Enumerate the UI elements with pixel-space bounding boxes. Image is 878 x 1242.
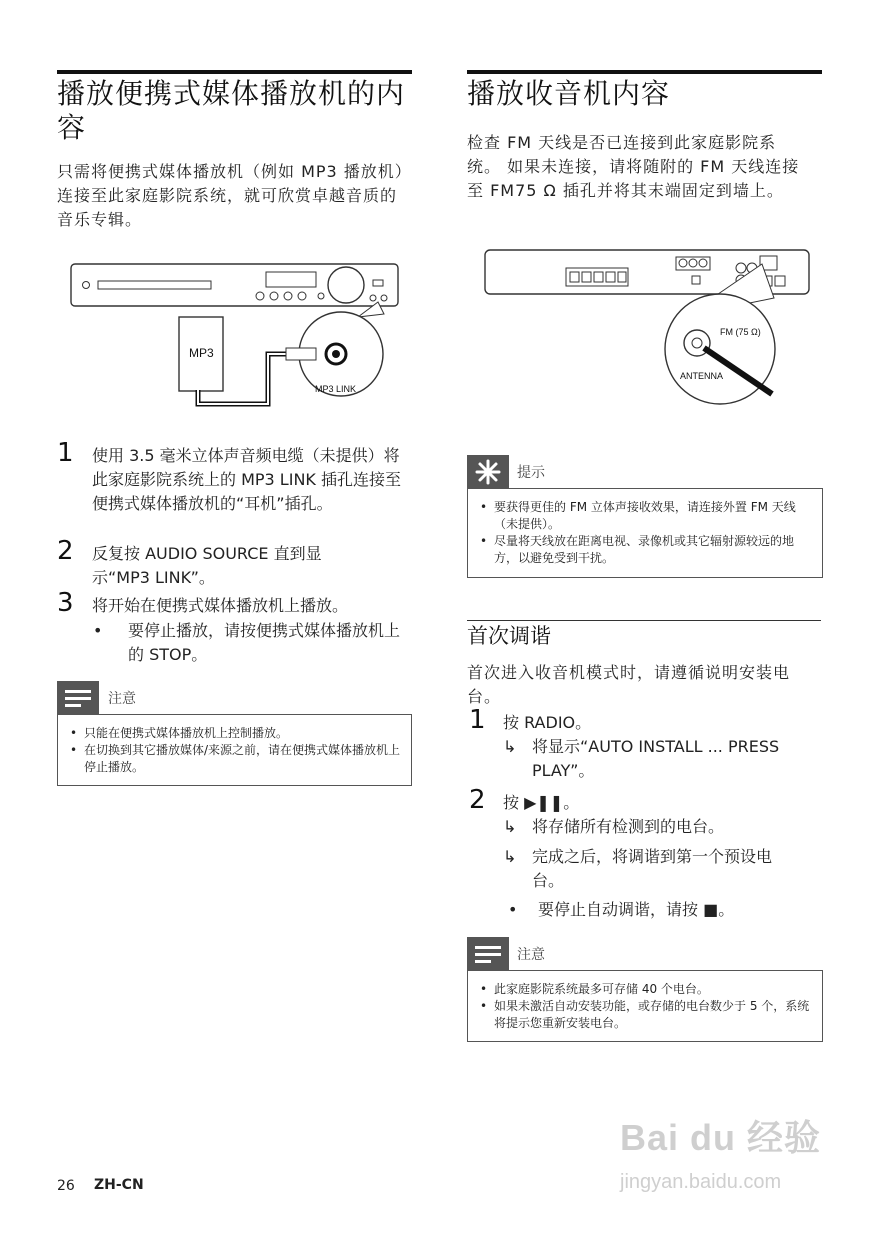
left-sub-bullet: 要停止播放，请按便携式媒体播放机上的 STOP。 [128, 621, 401, 664]
right-title-rule [467, 70, 822, 74]
watermark-text: Bai du 经验 [620, 1117, 822, 1158]
mp3-link-label: MP3 LINK [315, 384, 357, 394]
right-note-item: • 如果未激活自动安装功能，或存储的电台数少于 5 个，系统将提示您重新安装电台。 [478, 998, 810, 1032]
right-note-title: 注意 [517, 947, 545, 963]
left-note-title: 注意 [108, 691, 136, 707]
right-tip-box [467, 488, 823, 578]
right-section2-intro: 首次进入收音机模式时，请遵循说明安装电台。 [467, 663, 791, 706]
right-step-1-result: 将显示“AUTO INSTALL ... PRESS PLAY”。 [532, 737, 780, 780]
note-icon [57, 681, 99, 715]
right-section-title: 播放收音机内容 [467, 77, 671, 110]
right-tip-item: • 尽量将天线放在距离电视、录像机或其它辐射源较远的地方，以避免受到干扰。 [478, 533, 810, 567]
page-number: 26 [57, 1178, 75, 1194]
left-section-title: 播放便携式媒体播放机的内容 [57, 77, 406, 144]
right-intro: 检查 FM 天线是否已连接到此家庭影院系统。 如果未连接，请将随附的 FM 天线连接至 FM75 Ω 插孔并将其末端固定到墙上。 [467, 133, 800, 200]
left-step-2-text: 反复按 AUDIO SOURCE 直到显示“MP3 LINK”。 [92, 544, 322, 587]
right-note-box [467, 970, 823, 1042]
right-sub-bullet-dot: • [508, 900, 518, 919]
right-step-2-result-2: 完成之后，将调谐到第一个预设电台。 [532, 847, 773, 890]
right-tip-item: • 要获得更佳的 FM 立体声接收效果，请连接外置 FM 天线（未提供）。 [478, 499, 810, 533]
mp3-link-figure [68, 262, 403, 412]
left-step-1-number: 1 [57, 438, 74, 468]
language-code: ZH-CN [94, 1177, 144, 1193]
left-step-1-text: 使用 3.5 毫米立体声音频电缆（未提供）将此家庭影院系统上的 MP3 LINK 插孔连接至便携式媒体播放机的“耳机”插孔。 [92, 446, 401, 513]
result-arrow-icon: ↳ [503, 847, 517, 866]
right-section2-title: 首次调谐 [467, 624, 551, 648]
left-intro: 只需将便携式媒体播放机（例如 MP3 播放机）连接至此家庭影院系统，就可欣赏卓越音质的音乐专辑。 [57, 162, 404, 229]
left-note-item: • 在切换到其它播放媒体/来源之前，请在便携式媒体播放机上停止播放。 [68, 742, 401, 776]
right-step-2-number: 2 [469, 785, 486, 815]
watermark-logo [620, 1110, 830, 1210]
right-step-2-text: 按 ▶❚❚。 [503, 793, 580, 812]
result-arrow-icon: ↳ [503, 817, 517, 836]
right-step-1-number: 1 [469, 705, 486, 735]
left-sub-bullet-dot: • [93, 621, 103, 640]
watermark-url: jingyan.baidu.com [620, 1171, 782, 1193]
left-note-box [57, 714, 412, 786]
right-note-item: • 此家庭影院系统最多可存储 40 个电台。 [478, 981, 810, 998]
fm-antenna-figure [482, 246, 812, 411]
note-icon [467, 937, 509, 971]
tip-icon [467, 455, 509, 489]
right-step-2-result-1: 将存储所有检测到的电台。 [532, 817, 725, 836]
left-step-3-number: 3 [57, 588, 74, 618]
left-note-item: • 只能在便携式媒体播放机上控制播放。 [68, 725, 401, 742]
antenna-label: ANTENNA [680, 371, 724, 381]
left-title-rule [57, 70, 412, 74]
left-step-2-number: 2 [57, 536, 74, 566]
mp3-label: MP3 [189, 346, 214, 360]
right-tip-title: 提示 [517, 465, 545, 481]
right-section2-rule [467, 620, 821, 621]
right-step-1-text: 按 RADIO。 [503, 713, 592, 732]
right-sub-bullet: 要停止自动调谐，请按 ■。 [538, 900, 735, 919]
fm-label: FM (75 Ω) [720, 327, 761, 337]
result-arrow-icon: ↳ [503, 737, 517, 756]
left-step-3-text: 将开始在便携式媒体播放机上播放。 [92, 596, 349, 615]
